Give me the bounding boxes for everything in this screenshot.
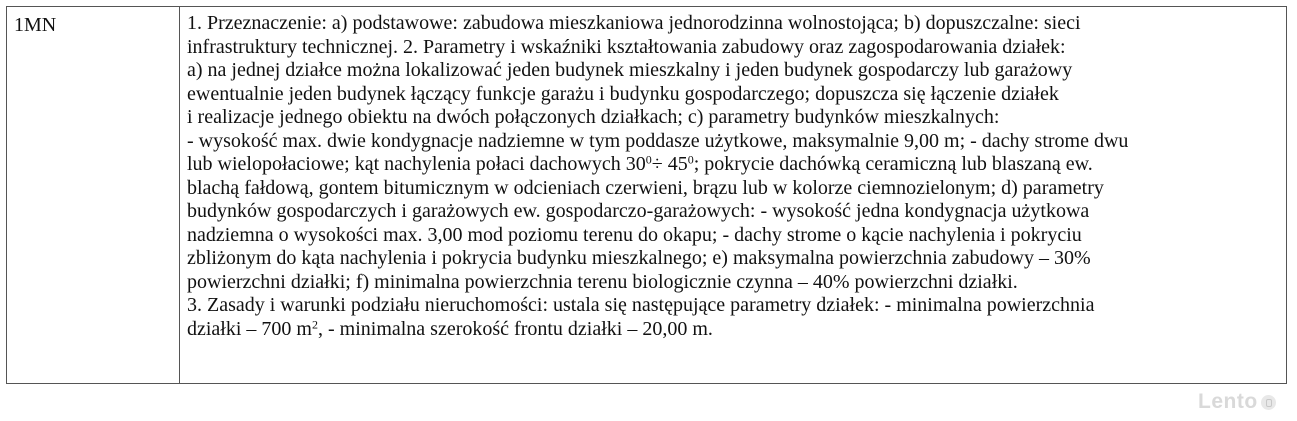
text-line-roof-angle [187, 153, 1277, 177]
text-line: - wysokość max. dwie kondygnacje nadziemne w tym poddasze użytkowe, maksymalnie 9,00 m; - dachy strome dwu [187, 129, 1129, 152]
superscript: 0 [645, 152, 652, 167]
text-line: nadziemna o wysokości max. 3,00 mod poziomu terenu do okapu; - dachy strome o kącie nachylenia i pokryciu [187, 223, 1082, 246]
text-line: zbliżonym do kąta nachylenia i pokrycia budynku mieszkalnego; e) maksymalna powierzchnia zabudowy – 30% [187, 247, 1091, 269]
text-span: ÷ 45 [651, 153, 688, 175]
text-line: i realizacje jednego obiektu na dwóch połączonych działkach; c) parametry budynków mieszkalnych: [187, 106, 1000, 128]
text-span: lub wielopołaciowe; kąt nachylenia połaci dachowych 30 [187, 153, 646, 175]
watermark-text: Lento [1198, 390, 1258, 413]
text-span: działki – 700 m [187, 317, 312, 340]
superscript: 0 [687, 152, 694, 167]
text-line: blachą fałdową, gontem bitumicznym w odcieniach czerwieni, brązu lub w kolorze ciemnozielonym; d) parametry [187, 176, 1104, 199]
zone-code-cell: 1MN [14, 14, 57, 36]
zoning-table [6, 6, 1287, 384]
text-span: , - minimalna szerokość frontu działki – 20,00 m. [317, 317, 713, 340]
column-divider [179, 7, 180, 383]
text-line: 1. Przeznaczenie: a) podstawowe: zabudowa mieszkaniowa jednorodzinna wolnostojąca; b) dopuszczalne: sieci [187, 12, 1081, 34]
superscript: 2 [311, 316, 318, 331]
text-span: ; pokrycie dachówką ceramiczną lub blaszaną ew. [693, 153, 1093, 175]
text-line: ewentualnie jeden budynek łączący funkcje garażu i budynku gospodarczego; dopuszcza się łączenie działek [187, 82, 1059, 105]
text-line: 3. Zasady i warunki podziału nieruchomości: ustala się następujące parametry działek: - minimalna powierzchnia [187, 294, 1095, 316]
text-line: a) na jednej działce można lokalizować jeden budynek mieszkalny i jeden budynek gospodarczy lub garażowy [187, 59, 1073, 81]
lento-pin-icon [1261, 395, 1276, 410]
text-line-plot-size [187, 318, 1277, 342]
lento-watermark [1198, 390, 1276, 414]
text-line: powierzchni działki; f) minimalna powierzchnia terenu biologicznie czynna – 40% powierzchni działki. [187, 270, 1018, 293]
text-line: budynków gospodarczych i garażowych ew. gospodarczo-garażowych: - wysokość jedna kondygnacja użytkowa [187, 200, 1090, 222]
text-line: infrastruktury technicznej. 2. Parametry i wskaźniki kształtowania zabudowy oraz zagospodarowania działek: [187, 35, 1066, 58]
zone-description-cell [187, 12, 1277, 341]
